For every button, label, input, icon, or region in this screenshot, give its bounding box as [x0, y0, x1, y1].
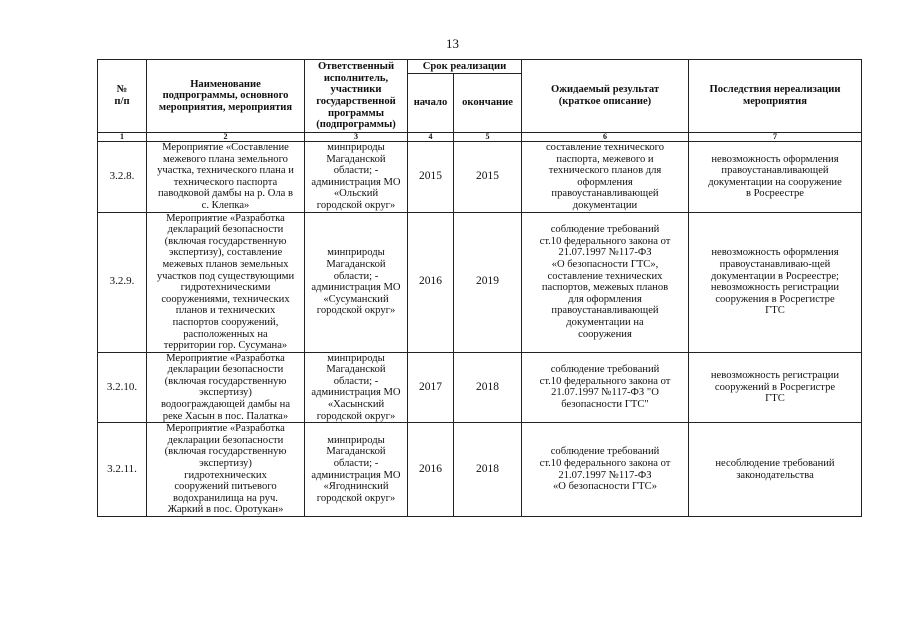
expected-result: составление технического паспорта, межевого и технического планов для оформления правоустанавливающей документации	[522, 142, 689, 213]
header-row-1	[98, 60, 862, 74]
row-number: 3.2.9.	[98, 212, 147, 352]
responsible-executor: минприроды Магаданской области; - администрация МО «Ольский городской округ»	[305, 142, 408, 213]
end-year: 2015	[454, 142, 522, 213]
header-name: Наименование подпрограммы, основного мероприятия, мероприятия	[147, 60, 305, 133]
non-implementation-consequences: невозможность оформления правоустанавливающей документации на сооружение в Росреестре	[689, 142, 862, 213]
page-number: 13	[446, 36, 459, 51]
header-term: Срок реализации	[408, 60, 522, 74]
column-number: 2	[147, 133, 305, 142]
table-row	[98, 352, 862, 423]
expected-result: соблюдение требований ст.10 федерального закона от 21.07.1997 №117-ФЗ «О безопасности ГТС»	[522, 423, 689, 517]
header-responsible: Ответственный исполнитель, участники государственной программы (подпрограммы)	[305, 60, 408, 133]
header-consequences: Последствия нереализации мероприятия	[689, 60, 862, 133]
responsible-executor: минприроды Магаданской области; - администрация МО «Ягоднинский городской округ»	[305, 423, 408, 517]
start-year: 2016	[408, 212, 454, 352]
header-number: № п/п	[98, 60, 147, 133]
row-number: 3.2.11.	[98, 423, 147, 517]
program-measures-table	[97, 59, 862, 517]
non-implementation-consequences: несоблюдение требований законодательства	[689, 423, 862, 517]
measure-name: Мероприятие «Составление межевого плана земельного участка, технического плана и технического паспорта паводковой дамбы на р. Ола в с. Клепка»	[147, 142, 305, 213]
column-number: 1	[98, 133, 147, 142]
column-number: 3	[305, 133, 408, 142]
measure-name: Мероприятие «Разработка деклараций безопасности (включая государственную экспертизу), составление межевых планов земельных участков под существующими гидротехническими сооружениями, технических планов и технических паспортов сооружений, расположенных на территории гор. Сусумана»	[147, 212, 305, 352]
table-row	[98, 423, 862, 517]
non-implementation-consequences: невозможность оформления правоустанавливаю-щей документации в Росреестре; невозможность регистрации сооружения в Росрегистре ГТС	[689, 212, 862, 352]
end-year: 2018	[454, 423, 522, 517]
column-number: 5	[454, 133, 522, 142]
end-year: 2018	[454, 352, 522, 423]
column-number: 7	[689, 133, 862, 142]
column-number: 6	[522, 133, 689, 142]
row-number: 3.2.8.	[98, 142, 147, 213]
expected-result: соблюдение требований ст.10 федерального закона от 21.07.1997 №117-ФЗ "О безопасности ГТС"	[522, 352, 689, 423]
header-start: начало	[408, 74, 454, 133]
header-result: Ожидаемый результат (краткое описание)	[522, 60, 689, 133]
row-number: 3.2.10.	[98, 352, 147, 423]
column-number: 4	[408, 133, 454, 142]
measure-name: Мероприятие «Разработка декларации безопасности (включая государственную экспертизу) гидротехнических сооружений питьевого водохранилища на руч. Жаркий в пос. Оротукан»	[147, 423, 305, 517]
column-number-row	[98, 133, 862, 142]
start-year: 2015	[408, 142, 454, 213]
table-row	[98, 142, 862, 213]
responsible-executor: минприроды Магаданской области; - администрация МО «Хасынский городской округ»	[305, 352, 408, 423]
responsible-executor: минприроды Магаданской области; - администрация МО «Сусуманский городской округ»	[305, 212, 408, 352]
end-year: 2019	[454, 212, 522, 352]
non-implementation-consequences: невозможность регистрации сооружений в Росрегистре ГТС	[689, 352, 862, 423]
header-end: окончание	[454, 74, 522, 133]
start-year: 2017	[408, 352, 454, 423]
start-year: 2016	[408, 423, 454, 517]
measure-name: Мероприятие «Разработка декларации безопасности (включая государственную экспертизу) водоограждающей дамбы на реке Хасын в пос. Палатка»	[147, 352, 305, 423]
table-row	[98, 212, 862, 352]
expected-result: соблюдение требований ст.10 федерального закона от 21.07.1997 №117-ФЗ «О безопасности ГТС», составление технических паспортов, межевых планов для оформления правоустанавливающей документации на сооружения	[522, 212, 689, 352]
